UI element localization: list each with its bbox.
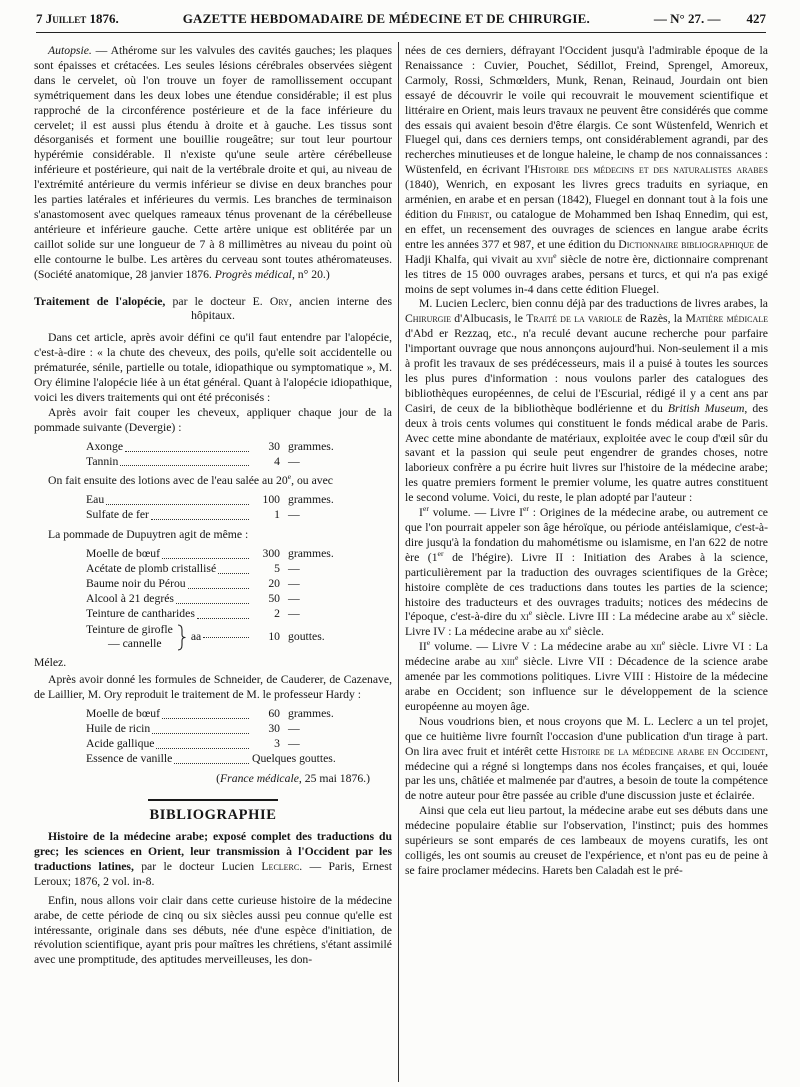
text-run: (	[216, 771, 221, 785]
text-run: Histoire des médecins et des naturalistes arabes	[529, 163, 768, 177]
ingredient-name: Axonge	[86, 439, 124, 453]
text-run: Matière médicale	[685, 312, 768, 326]
ingredient-name-cell	[86, 440, 252, 455]
ingredient-name-cell	[86, 562, 252, 577]
text-run: , ou avec	[291, 474, 333, 488]
dotted-leader	[197, 618, 249, 619]
text-run: , médecine qui a régné si longtemps dans nos écoles françaises, et qui, louée par les uns, châtiée et malmenée par d'autres, a besoin de toute la compétence de notre auteur pour être passée au crible d'une discussion juste et éclairée.	[405, 744, 768, 803]
text-run: par le docteur E.	[165, 294, 270, 308]
ingredient-name: Teinture de girofle	[86, 622, 173, 636]
dotted-leader	[125, 451, 249, 452]
text-run: xi	[520, 610, 529, 624]
instruction-paragraph	[34, 406, 392, 436]
text-run: volume. — Livre I	[428, 506, 523, 520]
ingredient-name-cell	[86, 722, 252, 737]
text-run: , ou catalogue de Mohammed ben Ishaq Ennedim, qui est, en effet, un recensement des ouvrages de sciences en langue arabe écrits entre les années 377 et 987, et une édition du	[405, 207, 768, 251]
ingredient-name-cell	[86, 592, 252, 607]
text-run: siècle. Livre IV : La médecine arabe au	[405, 610, 768, 639]
recipe-hardy	[86, 707, 358, 767]
text-run: On fait ensuite des lotions avec de l'eau salée au 20	[48, 474, 288, 488]
text-run: Chirurgie	[405, 312, 452, 326]
text-run: siècle.	[571, 625, 604, 639]
text-run: d'Abd er Rezzaq, etc., n'a reculé devant aucune recherche pour parfaire l'important ouvrage que nous annonçons aujourd'hui. Non-seulement il a mis à profit les travaux de ses prédécesseurs, mais il a puisé à toutes les sources les plus pures d'information : nous voulons parler des catalogues des bibliothèques européennes, de celui de l'Escurial, rédigé il y a cent ans par Casiri, de ceux de la bibliothèque bodlérienne et du	[405, 327, 768, 415]
text-run: Histoire de la médecine arabe en Occident	[561, 744, 766, 758]
text-run: (1840), Wenrich, en exposant les livres grecs traduits en syriaque, en arménien, en arabe et en persan (1842), Fluegel en donnant tout à la fois une édition du	[405, 178, 768, 221]
text-run: France médicale	[220, 771, 299, 785]
mixing-connector: aa	[190, 629, 202, 643]
ingredient-name: Eau	[86, 493, 105, 507]
ingredient-name-cell	[86, 737, 252, 752]
recipe-row	[86, 508, 358, 523]
text-run: . — Paris, Ernest Leroux; 1876, 2 vol. in-8.	[34, 859, 392, 888]
ingredient-name-cell	[86, 752, 252, 767]
ingredient-name: Acide gallique	[86, 736, 155, 750]
issue-date	[36, 11, 119, 27]
text-run: Traitement de l'alopécie,	[34, 294, 166, 308]
ingredient-name: Huile de ricin	[86, 722, 151, 736]
ingredient-quantity: 1	[274, 508, 280, 522]
recipe-row	[86, 623, 358, 652]
recipe-row	[86, 707, 358, 722]
review-paragraph-author	[405, 297, 768, 506]
review-paragraph-volume-2	[405, 640, 768, 715]
dotted-leader	[203, 637, 249, 638]
text-run: par le docteur Lucien	[133, 859, 262, 873]
superscript: er	[437, 548, 444, 558]
ingredient-unit: grammes.	[288, 493, 334, 507]
recipe-lotion	[86, 493, 358, 523]
text-run: xiii	[501, 655, 515, 669]
ingredient-quantity: 100	[262, 493, 280, 507]
recipe-row	[86, 577, 358, 592]
dotted-leader	[152, 733, 249, 734]
column-divider	[398, 42, 399, 1082]
ingredient-unit: —	[288, 736, 300, 750]
superscript: e	[426, 638, 431, 648]
page-header	[36, 6, 766, 33]
ingredient-unit: grammes.	[288, 439, 334, 453]
dotted-leader	[176, 603, 249, 604]
ingredient-quantity: 30	[268, 439, 280, 453]
book-title	[34, 830, 392, 890]
issue-number: — N° 27. —	[653, 11, 721, 26]
recipe-row	[86, 737, 358, 752]
text-run: Autopsie.	[48, 44, 92, 57]
text-run: de Hadji Khalfa, qui vivait au	[405, 237, 768, 266]
issue-info	[654, 11, 766, 27]
recipe-row	[86, 607, 358, 622]
ingredient-quantity: 30	[268, 722, 280, 736]
recipe-row	[86, 440, 358, 455]
ingredient-unit: —	[288, 562, 300, 575]
text-run: Dictionnaire bibliographique	[618, 237, 755, 251]
autopsie-paragraph	[34, 44, 392, 283]
ingredient-quantity: 5	[274, 562, 280, 575]
brace-mark	[177, 624, 186, 651]
review-paragraph-start	[34, 894, 392, 969]
ingredient-name: Alcool à 21 degrés	[86, 591, 174, 605]
ingredient-name-cell	[86, 577, 252, 592]
text-run: siècle. Livre VI : La médecine arabe au	[405, 640, 768, 669]
text-run: Dans cet article, après avoir défini ce qu'il faut entendre par l'alopécie, c'est-à-dire : « la chute des cheveux, des poils, qu'elle soit accidentelle ou prématurée, sénile, partielle ou totale, idiopathique ou symptomatique », M. Ory élimine l'alopécie liée à un état général. Quant à l'alopécie idiopathique, voici les divers traitements qui ont été préconisés :	[34, 331, 392, 404]
text-run: de Razès, la	[622, 312, 686, 326]
text-run: volume. — Livre V : La médecine arabe au	[430, 640, 651, 654]
text-run: II	[419, 640, 427, 654]
text-run: de l'hégire). Livre II : Initiation des Arabes à la science, particulièrement par la traduction des ouvrages scientifiques de la Grèce; histoire complète de ces traductions dans toutes les parties de la science; histoire des traducteurs et des ouvrages traduits; notices des médecins de l'époque, c'est-à-dire du	[405, 550, 768, 624]
dotted-leader	[120, 465, 249, 466]
dotted-leader	[218, 573, 249, 574]
intro-paragraph	[34, 331, 392, 406]
text-run: British Museum	[667, 401, 745, 415]
text-run: Mélez.	[34, 656, 67, 670]
superscript: er	[422, 504, 429, 514]
superscript: e	[568, 623, 572, 633]
ingredient-name-cell	[86, 547, 252, 562]
dotted-leader	[106, 504, 249, 505]
ingredient-name: Acétate de plomb cristallisé	[86, 562, 217, 575]
text-run: Leclerc	[261, 859, 300, 873]
text-run: , 25 mai 1876.)	[298, 771, 370, 785]
ingredient-name: — cannelle	[108, 637, 162, 651]
ingredient-name: Moelle de bœuf	[86, 707, 160, 721]
recipe-row	[86, 562, 358, 577]
recipe-row	[86, 493, 358, 508]
text-run: , des deux à trois cents volumes qui constituent le fonds médical arabe de Paris. Avec cette mine abondante de matériaux, exploitée avec le coup d'œil sûr du savant et la passion qui seule peut engendrer de grandes choses, notre laborieux confrère a pu écrire huit livres sur l'histoire de la médecine arabe; les quatre premiers forment le premier volume, les quatre autres constituent le second volume. Voici, du reste, le plan adopté par l'auteur :	[405, 401, 768, 505]
text-run: Fihrist	[456, 207, 489, 221]
text-run: Nous voudrions bien, et nous croyons que M. L. Leclerc a un tel projet, que ce huitième livre fournît l'occasion d'une publication d'un tirage à part. On lira avec fruit et intérêt cette	[405, 714, 768, 758]
dotted-leader	[162, 718, 249, 719]
text-run: siècle. Livre III : La médecine arabe au	[532, 610, 726, 624]
page-number: 427	[746, 11, 766, 26]
text-run: Progrès médical	[214, 267, 292, 281]
text-run: nées de ces derniers, défrayant l'Occident jusqu'à l'admirable époque de la Renaissance : Cuvier, Pouchet, Sédillot, Freind, Sprengel, Amoreux, Carmoly, Rossi, Schmœlders, Munk, Renan, Reinaud, Jourdain ont bien essayé de découvrir le voile qui recouvrait le mouvement scientifique et littéraire en Orient, mais leurs travaux ne peuvent être considérés que comme des essais qui avaient besoin d'être élargis. Ce sont Wüstenfeld, Wenrich et Fluegel qui, dans ces derniers temps, ont considérablement agrandi, par des recherches minutieuses et de longue haleine, le champ de nos connaissances : Wüstenfeld, en écrivant l'	[405, 44, 768, 177]
melez-line	[34, 656, 392, 671]
text-run: siècle de notre ère, dictionnaire comprenant les titres de 15 000 ouvrages arabes, persans et turcs, et qui n'a pas exigé moins de sept volumes in-4 dans cette édition Fluegel.	[405, 252, 768, 296]
ingredient-name: Essence de vanille	[86, 751, 173, 765]
text-run: Ory	[269, 294, 289, 308]
ingredient-quantity: 60	[268, 707, 280, 721]
text-run: Après avoir fait couper les cheveux, appliquer chaque jour de la pommade suivante (Devergie) :	[34, 405, 392, 434]
text-run: I	[419, 506, 423, 520]
lotion-paragraph	[34, 474, 392, 489]
ingredient-unit: gouttes.	[288, 629, 325, 643]
ingredient-quantity: 300	[262, 547, 280, 561]
ingredient-unit: grammes.	[288, 707, 334, 721]
text-run: xii	[650, 640, 662, 654]
ingredient-name: Baume noir du Pérou	[86, 576, 186, 590]
review-paragraph-continued	[405, 44, 768, 297]
ingredient-unit: —	[288, 591, 300, 605]
text-run: d'Albucasis, le	[451, 312, 527, 326]
ingredient-name-cell	[86, 607, 252, 622]
ingredient-name-cell	[86, 493, 252, 508]
review-paragraph-volume-1	[405, 506, 768, 640]
journal-title: GAZETTE HEBDOMADAIRE DE MÉDECINE ET DE CHIRURGIE.	[182, 11, 590, 26]
recipe-row	[86, 455, 358, 470]
text-run: La pommade de Dupuytren agit de même :	[48, 528, 249, 542]
superscript: e	[287, 472, 292, 482]
text-run: x	[725, 610, 732, 624]
ingredient-quantity: 20	[268, 576, 280, 590]
ingredient-name-cell	[86, 455, 252, 470]
text-run: xvii	[536, 252, 554, 266]
text-run: 1876.	[86, 11, 119, 26]
text-run: , ancien interne des hôpitaux.	[191, 294, 392, 323]
text-run: : Origines de la médecine arabe, ou autrement ce que l'on pourrait appeler son âge héroïque, ou période antéislamique, c'est-à-dire jusqu'à la fondation du mahométisme ou islamisme, en l'an 622 de notre ère (1	[405, 506, 768, 564]
ingredient-unit: —	[288, 508, 300, 522]
ingredient-name: Tannin	[86, 454, 119, 468]
recipe-dupuytren	[86, 547, 358, 651]
text-run: Juillet	[45, 11, 87, 26]
recipe-row	[86, 547, 358, 562]
right-column	[405, 44, 768, 1082]
ingredient-unit: —	[288, 606, 300, 620]
dotted-leader	[156, 748, 249, 749]
ingredient-name-cell	[86, 707, 252, 722]
text-run: siècle. Livre VII : Décadence de la science arabe amenée par les commotions politiques. Livre VIII : Histoire de la médecine arabe en Occident; son influence sur le développement de la science européenne au moyen âge.	[405, 655, 768, 713]
ingredient-name: Sulfate de fer	[86, 508, 149, 522]
ingredient-unit: —	[288, 454, 300, 468]
dotted-leader	[162, 558, 249, 559]
review-paragraph-origins	[405, 804, 768, 879]
dotted-leader	[174, 763, 249, 764]
text-run: xi	[559, 625, 569, 639]
section-title: BIBLIOGRAPHIE	[149, 807, 277, 824]
text-run: Histoire de la médecine arabe; exposé complet des traductions du grec; les sciences en Orient, leur transmission à l'Occident par les traductions latines,	[34, 830, 392, 873]
dotted-leader	[151, 519, 249, 520]
superscript: er	[523, 504, 529, 514]
superscript: e	[514, 653, 519, 663]
ingredient-quantity: 4	[274, 454, 280, 468]
review-paragraph-wish	[405, 715, 768, 804]
recipe-row	[86, 592, 358, 607]
ingredient-unit: Quelques gouttes.	[252, 751, 336, 765]
text-run: Ainsi que cela eut lieu partout, la médecine arabe eut ses débuts dans une médecine populaire établie sur l'observation, l'instinct; puis des hommes supérieurs se sont emparés de ces lambeaux de moyens curatifs, les ont colligés, les ont soumis au creuset de l'expérience, et n'ont pas eu de peine à se faire proclamer médecins. Harets ben Caladah est le pré-	[405, 804, 768, 877]
superscript: e	[731, 608, 736, 618]
hardy-intro-paragraph	[34, 673, 392, 703]
ingredient-name: Moelle de bœuf	[86, 547, 160, 561]
ingredient-unit: —	[288, 722, 300, 736]
ingredient-quantity: 10	[268, 629, 280, 643]
source-citation	[34, 772, 392, 787]
recipe-row	[86, 722, 358, 737]
ingredient-name-cell	[86, 623, 252, 652]
text-run: Traité de la variole	[526, 312, 623, 326]
text-run: Après avoir donné les formules de Schneider, de Cauderer, de Cazenave, de Laillier, M. Ory reproduit le traitement de M. le professeur Hardy :	[34, 673, 392, 702]
ingredient-quantity: 2	[274, 606, 280, 620]
recipe-row	[86, 752, 358, 767]
superscript: e	[661, 638, 666, 648]
ingredient-quantity: 50	[268, 591, 280, 605]
text-run: Enfin, nous allons voir clair dans cette curieuse histoire de la médecine arabe, de cette période de cinq ou six siècles aussi peu connue qu'elle est intéressante, originale dans ses débuts, née d'une espèce d'initiation, de révolution scientifique, ayant pris pour maîtres les chrétiens, s'étant assimilé avec une promptitude, des aptitudes merveilleuses, les don-	[34, 893, 392, 967]
ingredient-unit: —	[288, 576, 300, 590]
left-column	[34, 44, 392, 1082]
ingredient-name-cell	[86, 508, 252, 523]
text-run: 7	[36, 11, 46, 26]
ingredient-unit: grammes.	[288, 547, 334, 561]
text-run: , n° 20.)	[291, 267, 330, 281]
ingredient-name-group	[86, 623, 173, 652]
text-run: M. Lucien Leclerc, bien connu déjà par des traductions de livres arabes, la	[419, 297, 768, 311]
recipe-devergie	[86, 440, 358, 470]
dupuytren-paragraph	[34, 528, 392, 543]
article-heading	[34, 295, 392, 325]
superscript: e	[553, 250, 557, 260]
superscript: e	[528, 608, 533, 618]
section-divider	[148, 799, 278, 802]
dotted-leader	[188, 588, 249, 589]
text-run: — Athérome sur les valvules des cavités gauches; les plaques sont épaisses et crétacées. Les seules lésions cérébrales observées siègent dans le cervelet, où l'on trouve un foyer de ramollissement occupant symétriquement dans les deux lobes une étendue considérable; il est plus rapproché de la circonférence postérieure et de la face inférieure du cervelet; il est aussi plus étendu à droite et à gauche. Les tissus sont désorganisés et forment une bouillie rougeâtre; sur tout leur pourtour hypérémie considérable. Il n'existe qu'une seule artère cérébelleuse inférieure et postérieure, qui nait de la vertébrale droite et qui, au niveau de l'extrémité antérieure du vermis inférieur se divise en deux branches pour les parties latérales et inférieures du vermis. Les branches de terminaison s'anastomosent avec quelques rameaux ténus provenant de la cérébelleuse antérieure et inférieure gauche. Cette artère unique est oblitérée par un caillot solide sur une longueur de 7 à 8 millimètres au niveau du point où elle contourne le bulbe. Les artères du cerveau sont toutes athéromateuses. (Société anatomique, 28 janvier 1876.	[34, 44, 392, 281]
ingredient-name: Teinture de cantharides	[86, 606, 195, 620]
ingredient-quantity: 3	[274, 736, 280, 750]
